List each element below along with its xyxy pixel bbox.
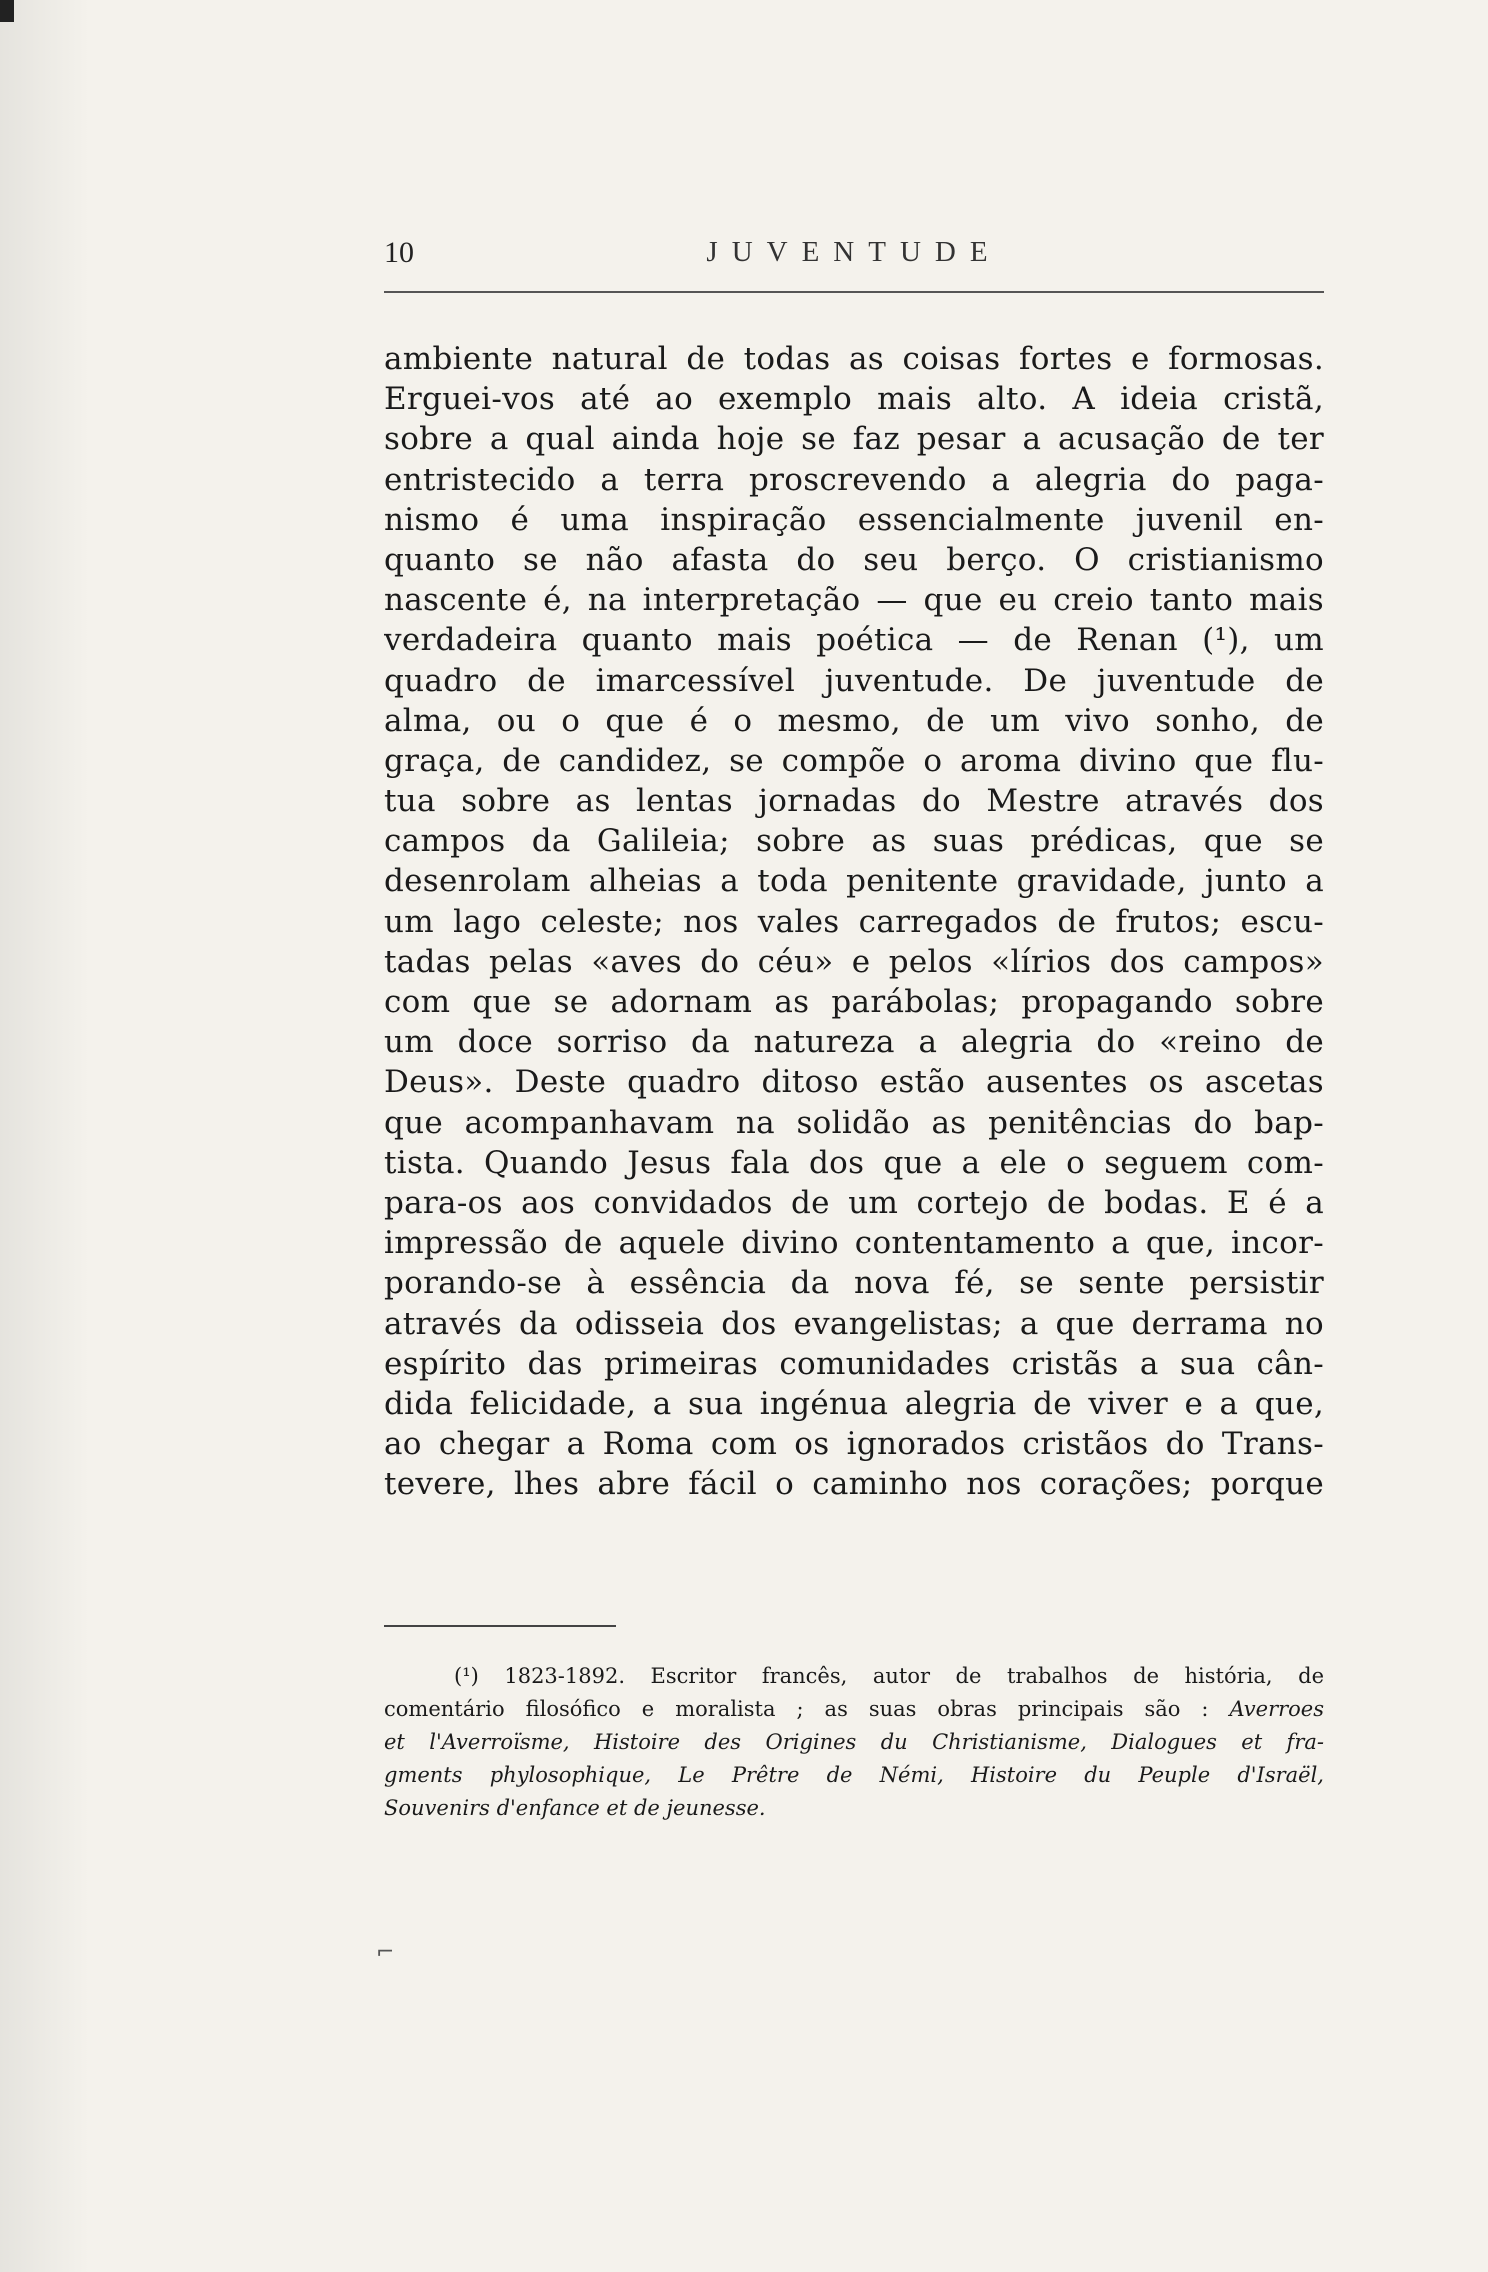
- text-line: um doce sorriso da natureza a alegria do «reino de: [384, 1024, 1324, 1061]
- text-line: graça, de candidez, se compõe o aroma divino que flu-: [384, 742, 1324, 779]
- text-line: tadas pelas «aves do céu» e pelos «lírios dos campos»: [384, 943, 1324, 980]
- text-line: quadro de imarcessível juventude. De juventude de: [384, 662, 1324, 699]
- text-line: tua sobre as lentas jornadas do Mestre através dos: [384, 783, 1324, 820]
- footnote: [384, 1660, 1324, 1825]
- text-line: ambiente natural de todas as coisas fortes e formosas.: [384, 341, 1324, 377]
- text-line: desenrolam alheias a toda penitente gravidade, junto a: [384, 863, 1324, 900]
- text-line: para-os aos convidados de um cortejo de bodas. E é a: [384, 1184, 1324, 1221]
- text-line: nismo é uma inspiração essencialmente juvenil en-: [384, 501, 1324, 538]
- page-number: 10: [384, 236, 414, 269]
- text-line: quanto se não afasta do seu berço. O cristianismo: [384, 541, 1324, 578]
- text-line: com que se adornam as parábolas; propagando sobre: [384, 984, 1324, 1020]
- main-text: [384, 339, 1324, 1504]
- scan-corner-mark: [0, 0, 14, 22]
- footnote-line: [384, 1759, 1324, 1792]
- footnote-line: [384, 1693, 1324, 1726]
- text-line: verdadeira quanto mais poética — de Renan (¹), um: [384, 622, 1324, 659]
- text-line: ao chegar a Roma com os ignorados cristãos do Trans-: [384, 1426, 1324, 1463]
- footnote-line: [384, 1792, 1324, 1825]
- footnote-italic-title: Souvenirs d'enfance et de jeunesse.: [384, 1796, 766, 1820]
- text-line: entristecido a terra proscrevendo a alegria do paga-: [384, 461, 1324, 498]
- footnote-text: comentário filosófico e moralista ; as suas obras principais são :: [384, 1697, 1230, 1721]
- text-line: alma, ou o que é o mesmo, de um vivo sonho, de: [384, 702, 1324, 739]
- text-line: Erguei-vos até ao exemplo mais alto. A ideia cristã,: [384, 381, 1324, 418]
- text-line: porando-se à essência da nova fé, se sente persistir: [384, 1265, 1324, 1302]
- footnote-line: (¹) 1823-1892. Escritor francês, autor de trabalhos de história, de: [454, 1664, 1324, 1688]
- footnote-italic-title: et l'Averroïsme, Histoire des Origines du Christianisme, Dialogues et fra-: [384, 1730, 1324, 1754]
- text-line: um lago celeste; nos vales carregados de frutos; escu-: [384, 903, 1324, 940]
- footnote-italic-title: gments phylosophique, Le Prêtre de Némi, Histoire du Peuple d'Israël,: [384, 1763, 1324, 1787]
- stray-ink-mark: ⌐: [376, 1940, 395, 1965]
- header-rule: [384, 291, 1324, 293]
- text-line: que acompanhavam na solidão as penitências do bap-: [384, 1104, 1324, 1141]
- footnote-italic-title: Averroes: [1229, 1697, 1324, 1721]
- scan-edge-shadow: [0, 0, 90, 2272]
- text-line: através da odisseia dos evangelistas; a que derrama no: [384, 1305, 1324, 1342]
- text-line: tista. Quando Jesus fala dos que a ele o seguem com-: [384, 1144, 1324, 1181]
- text-line: dida felicidade, a sua ingénua alegria de viver e a que,: [384, 1385, 1324, 1422]
- text-line: campos da Galileia; sobre as suas prédicas, que se: [384, 823, 1324, 860]
- text-line: nascente é, na interpretação — que eu creio tanto mais: [384, 582, 1324, 619]
- text-line: espírito das primeiras comunidades cristãs a sua cân-: [384, 1345, 1324, 1382]
- footnote-line: [384, 1726, 1324, 1759]
- text-line: sobre a qual ainda hoje se faz pesar a acusação de ter: [384, 421, 1324, 458]
- text-line: Deus». Deste quadro ditoso estão ausentes os ascetas: [384, 1064, 1324, 1101]
- text-line: tevere, lhes abre fácil o caminho nos corações; porque: [384, 1466, 1324, 1503]
- running-title: JUVENTUDE: [706, 236, 1002, 268]
- text-line: impressão de aquele divino contentamento a que, incor-: [384, 1225, 1324, 1262]
- footnote-rule: [384, 1625, 616, 1627]
- page-header: [384, 236, 1324, 286]
